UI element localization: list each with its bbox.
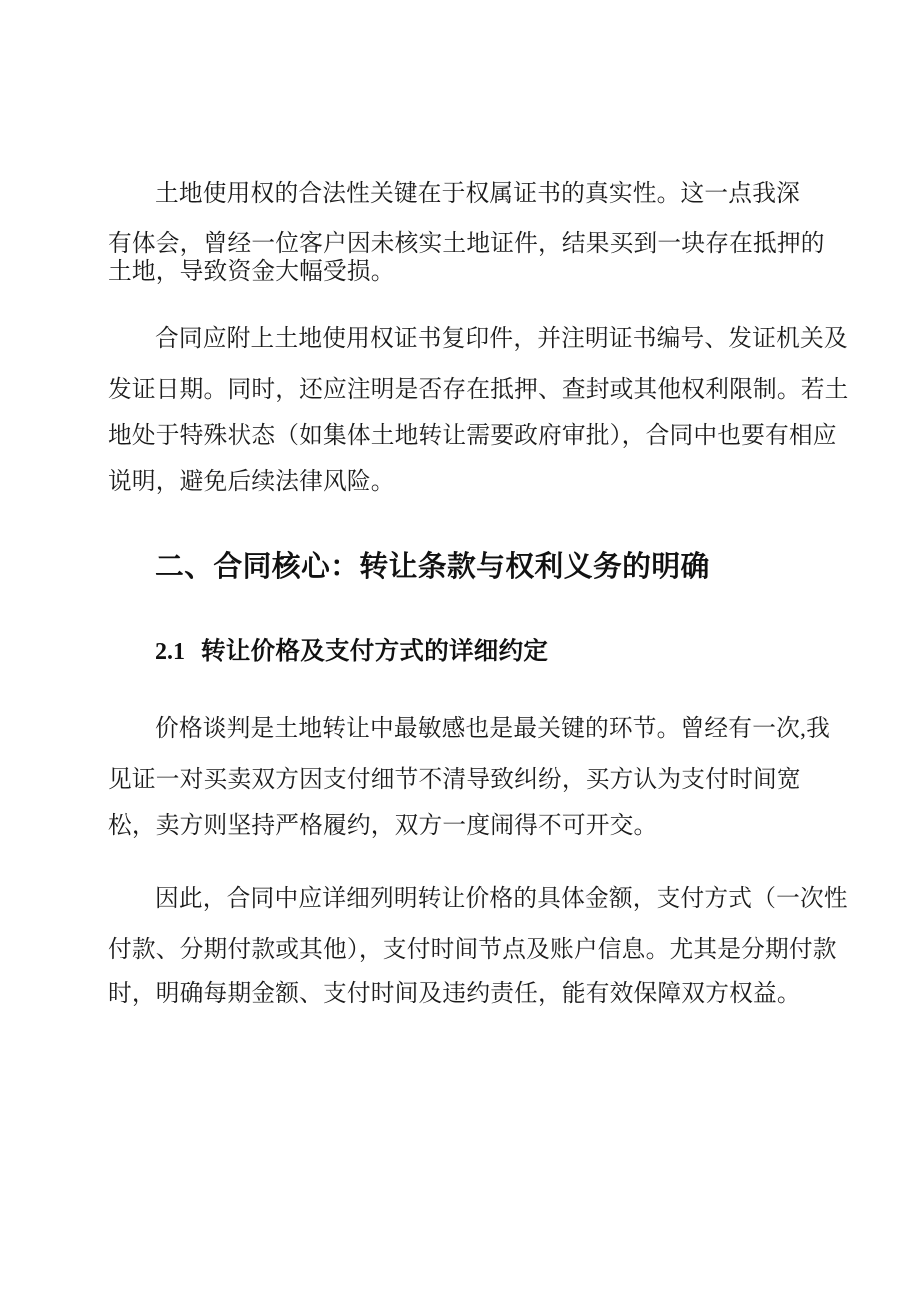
subsection-title: 转让价格及支付方式的详细约定 bbox=[201, 638, 549, 665]
body-text-line: 因此，合同中应详细列明转让价格的具体金额，支付方式（一次性 bbox=[155, 886, 848, 912]
body-text-line: 发证日期。同时，还应注明是否存在抵押、查封或其他权利限制。若土 bbox=[108, 377, 849, 403]
body-text-line: 合同应附上土地使用权证书复印件，并注明证书编号、发证机关及 bbox=[155, 326, 848, 352]
body-text-line: 土地，导致资金大幅受损。 bbox=[108, 259, 395, 285]
body-text-line: 见证一对买卖双方因支付细节不清导致纠纷，买方认为支付时间宽 bbox=[108, 767, 801, 793]
body-text-line: 付款、分期付款或其他），支付时间节点及账户信息。尤其是分期付款 bbox=[108, 937, 837, 963]
body-text-line: 说明，避免后续法律风险。 bbox=[108, 469, 395, 495]
body-text-line: 松，卖方则坚持严格履约，双方一度闹得不可开交。 bbox=[108, 813, 658, 839]
body-text-line: 时，明确每期金额、支付时间及违约责任，能有效保障双方权益。 bbox=[108, 981, 801, 1007]
body-text-line: 有体会，曾经一位客户因未核实土地证件，结果买到一块存在抵押的 bbox=[108, 231, 825, 257]
subsection-heading bbox=[155, 637, 548, 667]
body-text-line: 价格谈判是土地转让中最敏感也是最关键的环节。曾经有一次,我 bbox=[155, 716, 830, 742]
body-text-line: 土地使用权的合法性关键在于权属证书的真实性。这一点我深 bbox=[155, 181, 800, 207]
subsection-number: 2.1 bbox=[155, 639, 185, 665]
body-text-line: 地处于特殊状态（如集体土地转让需要政府审批），合同中也要有相应 bbox=[108, 423, 837, 449]
section-heading: 二、合同核心：转让条款与权利义务的明确 bbox=[155, 551, 710, 583]
